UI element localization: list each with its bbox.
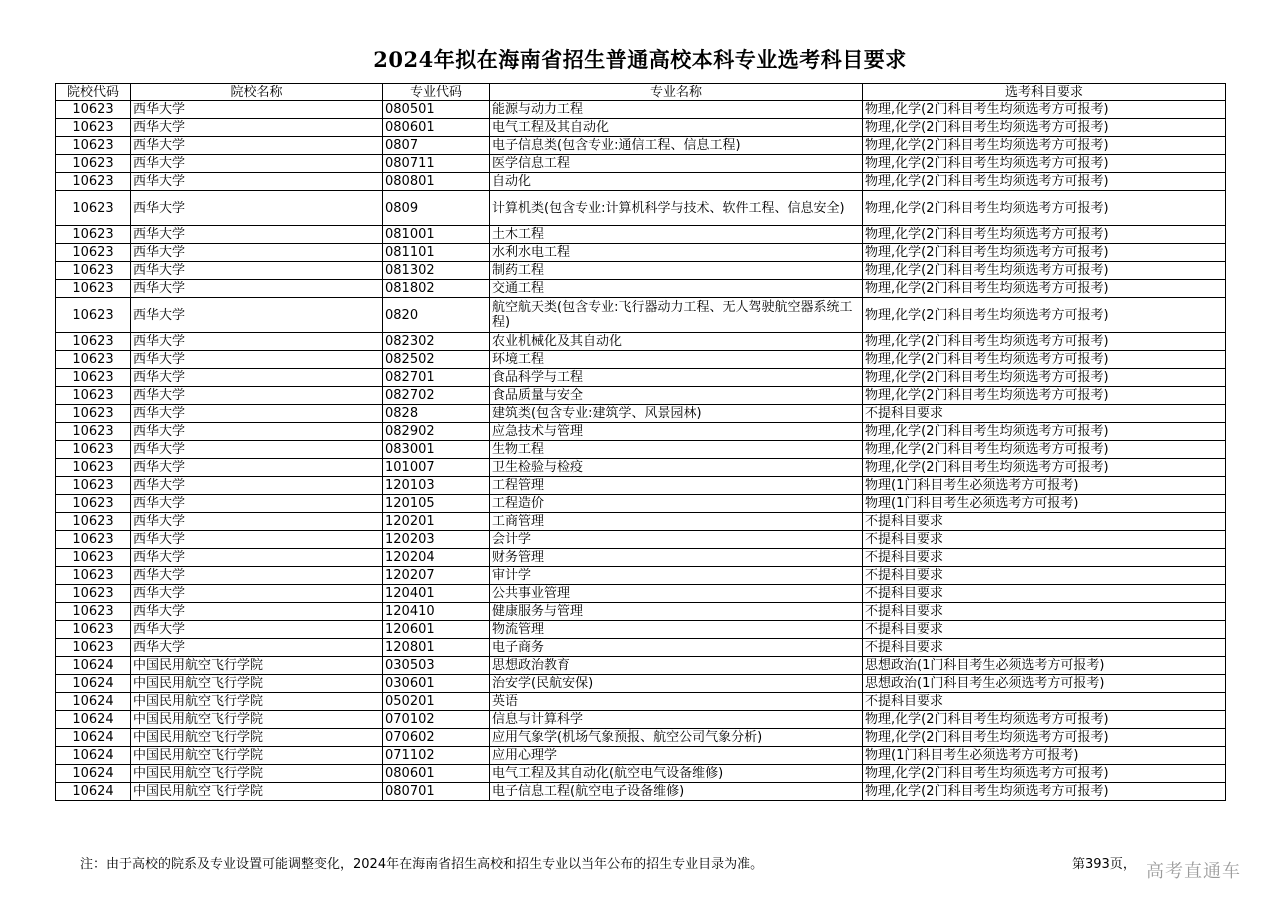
table-row — [56, 226, 1226, 244]
subject-requirement-cell: 物理,化学(2门科目考生均须选考方可报考) — [863, 729, 1226, 747]
major-name-cell: 交通工程 — [490, 280, 863, 298]
major-code-cell: 082701 — [383, 369, 490, 387]
school-code-cell: 10623 — [56, 495, 131, 513]
major-code-cell: 120401 — [383, 585, 490, 603]
subject-requirement-cell: 物理,化学(2门科目考生均须选考方可报考) — [863, 155, 1226, 173]
school-name-cell: 西华大学 — [131, 423, 383, 441]
school-name-cell: 西华大学 — [131, 459, 383, 477]
major-name-cell: 审计学 — [490, 567, 863, 585]
table-row — [56, 333, 1226, 351]
school-name-cell: 西华大学 — [131, 495, 383, 513]
school-name-cell: 中国民用航空飞行学院 — [131, 783, 383, 801]
school-code-cell: 10623 — [56, 226, 131, 244]
major-code-cell: 082502 — [383, 351, 490, 369]
table-row — [56, 693, 1226, 711]
header-major-name: 专业名称 — [490, 84, 863, 101]
subject-requirement-cell: 不提科目要求 — [863, 513, 1226, 531]
table-row — [56, 280, 1226, 298]
major-code-cell: 120204 — [383, 549, 490, 567]
subject-requirement-cell: 不提科目要求 — [863, 603, 1226, 621]
major-code-cell: 082902 — [383, 423, 490, 441]
major-name-cell: 健康服务与管理 — [490, 603, 863, 621]
major-name-cell: 电气工程及其自动化(航空电气设备维修) — [490, 765, 863, 783]
major-name-cell: 应用气象学(机场气象预报、航空公司气象分析) — [490, 729, 863, 747]
school-name-cell: 西华大学 — [131, 369, 383, 387]
major-code-cell: 120207 — [383, 567, 490, 585]
school-code-cell: 10623 — [56, 585, 131, 603]
subject-requirement-cell: 不提科目要求 — [863, 639, 1226, 657]
school-code-cell: 10624 — [56, 711, 131, 729]
school-code-cell: 10624 — [56, 747, 131, 765]
major-name-cell: 农业机械化及其自动化 — [490, 333, 863, 351]
school-name-cell: 西华大学 — [131, 387, 383, 405]
major-code-cell: 083001 — [383, 441, 490, 459]
document-title: 2024年拟在海南省招生普通高校本科专业选考科目要求 — [373, 47, 907, 72]
major-name-cell: 工程造价 — [490, 495, 863, 513]
major-code-cell: 080601 — [383, 119, 490, 137]
major-code-cell: 070602 — [383, 729, 490, 747]
major-name-cell: 能源与动力工程 — [490, 101, 863, 119]
major-name-cell: 土木工程 — [490, 226, 863, 244]
major-name-cell: 思想政治教育 — [490, 657, 863, 675]
school-code-cell: 10623 — [56, 369, 131, 387]
subject-requirement-cell: 物理,化学(2门科目考生均须选考方可报考) — [863, 119, 1226, 137]
major-code-cell: 101007 — [383, 459, 490, 477]
school-name-cell: 中国民用航空飞行学院 — [131, 765, 383, 783]
major-code-cell: 120105 — [383, 495, 490, 513]
table-row — [56, 298, 1226, 333]
table-row — [56, 783, 1226, 801]
table-row — [56, 191, 1226, 226]
school-name-cell: 西华大学 — [131, 477, 383, 495]
subject-requirements-table — [55, 83, 1226, 801]
school-name-cell: 西华大学 — [131, 244, 383, 262]
major-name-cell: 应急技术与管理 — [490, 423, 863, 441]
major-code-cell: 081101 — [383, 244, 490, 262]
school-name-cell: 中国民用航空飞行学院 — [131, 693, 383, 711]
subject-requirement-cell: 思想政治(1门科目考生必须选考方可报考) — [863, 675, 1226, 693]
major-name-cell: 信息与计算科学 — [490, 711, 863, 729]
table-row — [56, 639, 1226, 657]
table-row — [56, 567, 1226, 585]
table-row — [56, 729, 1226, 747]
subject-requirement-cell: 物理(1门科目考生必须选考方可报考) — [863, 477, 1226, 495]
school-code-cell: 10623 — [56, 387, 131, 405]
major-code-cell: 050201 — [383, 693, 490, 711]
major-code-cell: 081302 — [383, 262, 490, 280]
table-row — [56, 585, 1226, 603]
subject-requirement-cell: 物理,化学(2门科目考生均须选考方可报考) — [863, 173, 1226, 191]
major-name-cell: 生物工程 — [490, 441, 863, 459]
subject-requirement-cell: 物理,化学(2门科目考生均须选考方可报考) — [863, 101, 1226, 119]
major-code-cell: 0809 — [383, 191, 490, 226]
school-code-cell: 10623 — [56, 477, 131, 495]
major-name-cell: 物流管理 — [490, 621, 863, 639]
school-code-cell: 10623 — [56, 639, 131, 657]
subject-requirement-cell: 思想政治(1门科目考生必须选考方可报考) — [863, 657, 1226, 675]
table-row — [56, 477, 1226, 495]
school-name-cell: 西华大学 — [131, 333, 383, 351]
table-row — [56, 675, 1226, 693]
school-code-cell: 10623 — [56, 191, 131, 226]
school-code-cell: 10623 — [56, 603, 131, 621]
major-name-cell: 财务管理 — [490, 549, 863, 567]
major-name-cell: 工商管理 — [490, 513, 863, 531]
major-name-cell: 电气工程及其自动化 — [490, 119, 863, 137]
school-name-cell: 中国民用航空飞行学院 — [131, 657, 383, 675]
subject-requirement-cell: 物理,化学(2门科目考生均须选考方可报考) — [863, 423, 1226, 441]
school-name-cell: 中国民用航空飞行学院 — [131, 675, 383, 693]
table-row — [56, 405, 1226, 423]
school-name-cell: 西华大学 — [131, 137, 383, 155]
major-code-cell: 120103 — [383, 477, 490, 495]
subject-requirement-cell: 物理,化学(2门科目考生均须选考方可报考) — [863, 369, 1226, 387]
subject-requirement-cell: 物理,化学(2门科目考生均须选考方可报考) — [863, 765, 1226, 783]
school-code-cell: 10624 — [56, 765, 131, 783]
school-code-cell: 10623 — [56, 405, 131, 423]
school-name-cell: 西华大学 — [131, 531, 383, 549]
school-code-cell: 10624 — [56, 693, 131, 711]
major-name-cell: 卫生检验与检疫 — [490, 459, 863, 477]
major-code-cell: 030503 — [383, 657, 490, 675]
major-code-cell: 080701 — [383, 783, 490, 801]
major-code-cell: 080501 — [383, 101, 490, 119]
subject-requirement-cell: 不提科目要求 — [863, 531, 1226, 549]
school-code-cell: 10624 — [56, 783, 131, 801]
subject-requirement-cell: 物理,化学(2门科目考生均须选考方可报考) — [863, 191, 1226, 226]
table-row — [56, 621, 1226, 639]
school-name-cell: 西华大学 — [131, 226, 383, 244]
school-code-cell: 10624 — [56, 675, 131, 693]
school-name-cell: 西华大学 — [131, 101, 383, 119]
school-name-cell: 中国民用航空飞行学院 — [131, 747, 383, 765]
major-code-cell: 081802 — [383, 280, 490, 298]
major-code-cell: 120201 — [383, 513, 490, 531]
school-code-cell: 10623 — [56, 567, 131, 585]
table-row — [56, 495, 1226, 513]
subject-requirement-cell: 不提科目要求 — [863, 567, 1226, 585]
subject-requirement-cell: 物理(1门科目考生必须选考方可报考) — [863, 495, 1226, 513]
major-code-cell: 0828 — [383, 405, 490, 423]
school-code-cell: 10623 — [56, 244, 131, 262]
school-name-cell: 西华大学 — [131, 549, 383, 567]
table-header-row — [56, 84, 1226, 101]
major-code-cell: 082302 — [383, 333, 490, 351]
school-code-cell: 10623 — [56, 351, 131, 369]
major-name-cell: 水利水电工程 — [490, 244, 863, 262]
major-code-cell: 080601 — [383, 765, 490, 783]
subject-requirement-cell: 物理,化学(2门科目考生均须选考方可报考) — [863, 387, 1226, 405]
major-name-cell: 电子信息类(包含专业:通信工程、信息工程) — [490, 137, 863, 155]
school-code-cell: 10623 — [56, 119, 131, 137]
subject-requirement-cell: 物理,化学(2门科目考生均须选考方可报考) — [863, 226, 1226, 244]
table-row — [56, 765, 1226, 783]
table-row — [56, 262, 1226, 280]
major-code-cell: 071102 — [383, 747, 490, 765]
table-row — [56, 101, 1226, 119]
school-name-cell: 西华大学 — [131, 351, 383, 369]
table-body — [56, 101, 1226, 801]
school-name-cell: 西华大学 — [131, 441, 383, 459]
major-name-cell: 制药工程 — [490, 262, 863, 280]
major-name-cell: 电子商务 — [490, 639, 863, 657]
table-row — [56, 369, 1226, 387]
major-code-cell: 082702 — [383, 387, 490, 405]
table-row — [56, 603, 1226, 621]
major-name-cell: 会计学 — [490, 531, 863, 549]
school-name-cell: 西华大学 — [131, 119, 383, 137]
school-code-cell: 10623 — [56, 137, 131, 155]
school-name-cell: 中国民用航空飞行学院 — [131, 729, 383, 747]
major-name-cell: 应用心理学 — [490, 747, 863, 765]
subject-requirement-cell: 物理,化学(2门科目考生均须选考方可报考) — [863, 137, 1226, 155]
school-name-cell: 西华大学 — [131, 155, 383, 173]
table-row — [56, 549, 1226, 567]
watermark: 高考直通车 — [1146, 861, 1241, 882]
school-name-cell: 西华大学 — [131, 405, 383, 423]
header-school-name: 院校名称 — [131, 84, 383, 101]
major-name-cell: 环境工程 — [490, 351, 863, 369]
table-row — [56, 244, 1226, 262]
subject-requirement-cell: 物理,化学(2门科目考生均须选考方可报考) — [863, 333, 1226, 351]
table-row — [56, 513, 1226, 531]
school-code-cell: 10623 — [56, 333, 131, 351]
table-row — [56, 137, 1226, 155]
footnote: 注：由于高校的院系及专业设置可能调整变化，2024年在海南省招生高校和招生专业以当年公布的招生专业目录为准。 — [80, 857, 764, 872]
major-name-cell: 建筑类(包含专业:建筑学、风景园林) — [490, 405, 863, 423]
table-row — [56, 173, 1226, 191]
school-name-cell: 西华大学 — [131, 567, 383, 585]
table-row — [56, 155, 1226, 173]
subject-requirement-cell: 物理,化学(2门科目考生均须选考方可报考) — [863, 351, 1226, 369]
school-name-cell: 西华大学 — [131, 262, 383, 280]
subject-requirement-cell: 物理,化学(2门科目考生均须选考方可报考) — [863, 244, 1226, 262]
school-name-cell: 西华大学 — [131, 173, 383, 191]
subject-requirement-cell: 物理,化学(2门科目考生均须选考方可报考) — [863, 441, 1226, 459]
major-code-cell: 120203 — [383, 531, 490, 549]
major-name-cell: 计算机类(包含专业:计算机科学与技术、软件工程、信息安全) — [490, 191, 863, 226]
major-name-cell: 治安学(民航安保) — [490, 675, 863, 693]
school-name-cell: 西华大学 — [131, 280, 383, 298]
school-name-cell: 西华大学 — [131, 298, 383, 333]
school-code-cell: 10623 — [56, 459, 131, 477]
major-name-cell: 医学信息工程 — [490, 155, 863, 173]
table-row — [56, 351, 1226, 369]
subject-requirement-cell: 物理,化学(2门科目考生均须选考方可报考) — [863, 459, 1226, 477]
table-row — [56, 441, 1226, 459]
table-row — [56, 711, 1226, 729]
table-row — [56, 119, 1226, 137]
subject-requirement-cell: 物理,化学(2门科目考生均须选考方可报考) — [863, 298, 1226, 333]
page-number: 第393页， — [1072, 857, 1136, 872]
school-code-cell: 10623 — [56, 513, 131, 531]
major-code-cell: 120601 — [383, 621, 490, 639]
major-code-cell: 081001 — [383, 226, 490, 244]
subject-requirement-cell: 不提科目要求 — [863, 621, 1226, 639]
school-name-cell: 西华大学 — [131, 585, 383, 603]
subject-requirement-cell: 物理(1门科目考生必须选考方可报考) — [863, 747, 1226, 765]
school-code-cell: 10623 — [56, 280, 131, 298]
school-name-cell: 西华大学 — [131, 191, 383, 226]
school-name-cell: 西华大学 — [131, 621, 383, 639]
table-row — [56, 459, 1226, 477]
major-name-cell: 公共事业管理 — [490, 585, 863, 603]
table-row — [56, 423, 1226, 441]
school-code-cell: 10623 — [56, 441, 131, 459]
major-code-cell: 080801 — [383, 173, 490, 191]
school-code-cell: 10623 — [56, 173, 131, 191]
school-name-cell: 西华大学 — [131, 639, 383, 657]
subject-requirement-cell: 不提科目要求 — [863, 693, 1226, 711]
header-school-code: 院校代码 — [56, 84, 131, 101]
school-name-cell: 西华大学 — [131, 603, 383, 621]
subject-requirement-cell: 不提科目要求 — [863, 585, 1226, 603]
school-code-cell: 10623 — [56, 423, 131, 441]
school-code-cell: 10623 — [56, 262, 131, 280]
major-code-cell: 120801 — [383, 639, 490, 657]
major-name-cell: 航空航天类(包含专业:飞行器动力工程、无人驾驶航空器系统工程) — [490, 298, 863, 333]
major-code-cell: 0820 — [383, 298, 490, 333]
school-name-cell: 西华大学 — [131, 513, 383, 531]
subject-requirement-cell: 物理,化学(2门科目考生均须选考方可报考) — [863, 711, 1226, 729]
major-code-cell: 0807 — [383, 137, 490, 155]
school-code-cell: 10623 — [56, 101, 131, 119]
school-code-cell: 10623 — [56, 621, 131, 639]
school-code-cell: 10623 — [56, 155, 131, 173]
school-code-cell: 10623 — [56, 531, 131, 549]
school-code-cell: 10624 — [56, 729, 131, 747]
major-code-cell: 080711 — [383, 155, 490, 173]
table-row — [56, 657, 1226, 675]
header-subject-requirement: 选考科目要求 — [863, 84, 1226, 101]
major-name-cell: 自动化 — [490, 173, 863, 191]
major-code-cell: 120410 — [383, 603, 490, 621]
major-name-cell: 电子信息工程(航空电子设备维修) — [490, 783, 863, 801]
table-row — [56, 531, 1226, 549]
school-name-cell: 中国民用航空飞行学院 — [131, 711, 383, 729]
header-major-code: 专业代码 — [383, 84, 490, 101]
major-name-cell: 英语 — [490, 693, 863, 711]
subject-requirement-cell: 物理,化学(2门科目考生均须选考方可报考) — [863, 783, 1226, 801]
school-code-cell: 10623 — [56, 298, 131, 333]
subject-requirement-cell: 不提科目要求 — [863, 405, 1226, 423]
subject-requirement-cell: 物理,化学(2门科目考生均须选考方可报考) — [863, 262, 1226, 280]
school-code-cell: 10624 — [56, 657, 131, 675]
major-name-cell: 食品科学与工程 — [490, 369, 863, 387]
subject-requirement-cell: 物理,化学(2门科目考生均须选考方可报考) — [863, 280, 1226, 298]
subject-requirement-cell: 不提科目要求 — [863, 549, 1226, 567]
major-name-cell: 食品质量与安全 — [490, 387, 863, 405]
table-row — [56, 387, 1226, 405]
major-code-cell: 030601 — [383, 675, 490, 693]
major-name-cell: 工程管理 — [490, 477, 863, 495]
table-row — [56, 747, 1226, 765]
major-code-cell: 070102 — [383, 711, 490, 729]
school-code-cell: 10623 — [56, 549, 131, 567]
